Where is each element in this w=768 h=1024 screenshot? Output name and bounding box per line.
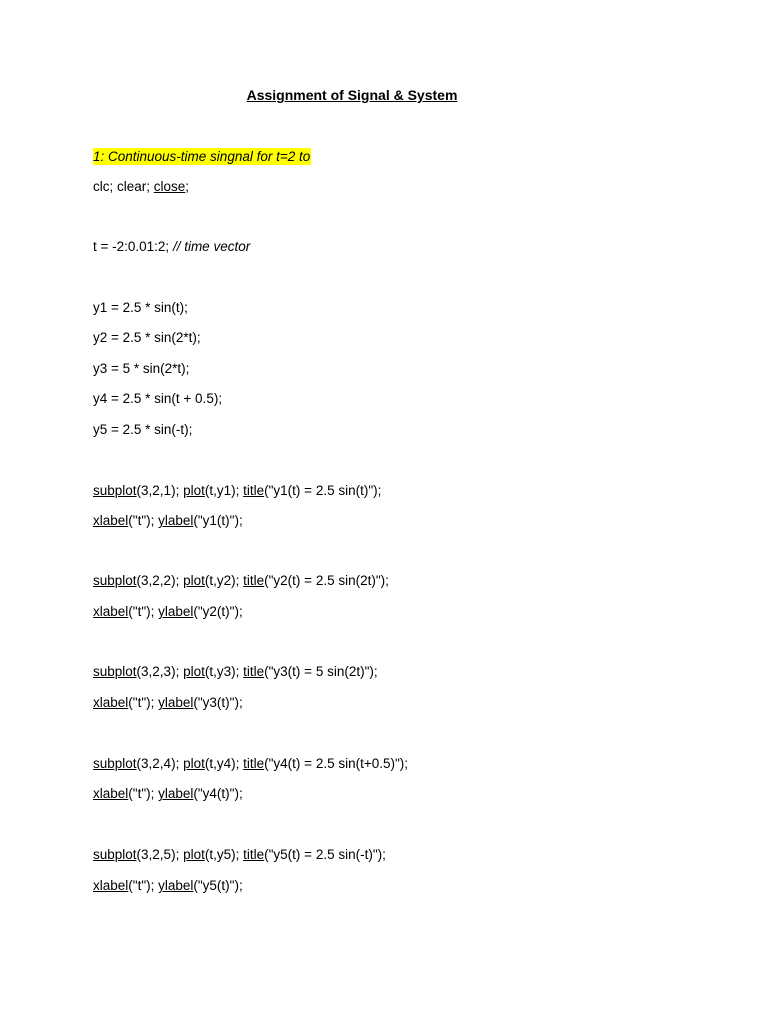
code-text: (t,y5); bbox=[204, 847, 244, 862]
code-keyword-plot: plot bbox=[183, 664, 205, 679]
code-text: ("y1(t)"); bbox=[193, 513, 243, 528]
code-text: ; bbox=[185, 179, 190, 194]
code-text: (t,y2); bbox=[204, 573, 244, 588]
code-keyword-subplot: subplot bbox=[93, 483, 137, 498]
code-line-subplot bbox=[93, 663, 378, 681]
code-text: ("t"); bbox=[128, 513, 159, 528]
code-keyword-ylabel: ylabel bbox=[158, 878, 194, 893]
code-keyword-title: title bbox=[243, 756, 265, 771]
code-line-labels bbox=[93, 785, 243, 803]
code-keyword-plot: plot bbox=[183, 483, 205, 498]
code-text: ("t"); bbox=[128, 695, 159, 710]
code-text: ("y4(t) = 2.5 sin(t+0.5)"); bbox=[264, 756, 409, 771]
code-line-subplot bbox=[93, 846, 386, 864]
code-keyword-xlabel: xlabel bbox=[93, 513, 129, 528]
code-keyword-xlabel: xlabel bbox=[93, 604, 129, 619]
code-keyword-ylabel: ylabel bbox=[158, 695, 194, 710]
code-text: ("y2(t)"); bbox=[193, 604, 243, 619]
code-text: (3,2,4); bbox=[136, 756, 184, 771]
code-keyword-title: title bbox=[243, 483, 265, 498]
code-line-time-vector bbox=[93, 238, 250, 256]
document-title: Assignment of Signal & System bbox=[246, 87, 458, 103]
code-line-signal: y5 = 2.5 * sin(-t); bbox=[93, 422, 193, 437]
code-text: (3,2,1); bbox=[136, 483, 184, 498]
code-line-subplot bbox=[93, 482, 381, 500]
code-keyword-xlabel: xlabel bbox=[93, 695, 129, 710]
code-comment: // time vector bbox=[172, 239, 251, 254]
code-keyword-title: title bbox=[243, 664, 265, 679]
code-keyword-title: title bbox=[243, 847, 265, 862]
code-text: ("y3(t) = 5 sin(2t)"); bbox=[264, 664, 378, 679]
code-text: t = -2:0.01:2; bbox=[93, 239, 173, 254]
code-text: (3,2,5); bbox=[136, 847, 184, 862]
code-text: ("y4(t)"); bbox=[193, 786, 243, 801]
code-line-labels bbox=[93, 603, 243, 621]
code-text: ("t"); bbox=[128, 786, 159, 801]
code-text: ("y2(t) = 2.5 sin(2t)"); bbox=[264, 573, 389, 588]
code-keyword-subplot: subplot bbox=[93, 573, 137, 588]
section-heading bbox=[93, 148, 311, 166]
code-keyword-subplot: subplot bbox=[93, 756, 137, 771]
code-text: ("y5(t)"); bbox=[193, 878, 243, 893]
code-keyword-xlabel: xlabel bbox=[93, 786, 129, 801]
code-text: (3,2,3); bbox=[136, 664, 184, 679]
code-keyword-plot: plot bbox=[183, 847, 205, 862]
code-text: (t,y4); bbox=[204, 756, 244, 771]
code-text: clc; clear; bbox=[93, 179, 154, 194]
code-text: (t,y3); bbox=[204, 664, 244, 679]
code-text: ("y3(t)"); bbox=[193, 695, 243, 710]
code-text: (3,2,2); bbox=[136, 573, 184, 588]
code-keyword-ylabel: ylabel bbox=[158, 604, 194, 619]
code-line-signal: y2 = 2.5 * sin(2*t); bbox=[93, 330, 201, 345]
code-text: ("y1(t) = 2.5 sin(t)"); bbox=[264, 483, 382, 498]
code-line-subplot bbox=[93, 572, 389, 590]
code-line-labels bbox=[93, 877, 243, 895]
code-keyword-plot: plot bbox=[183, 756, 205, 771]
code-line-labels bbox=[93, 694, 243, 712]
code-keyword-ylabel: ylabel bbox=[158, 786, 194, 801]
code-line-clear bbox=[93, 178, 189, 196]
code-line-signal: y3 = 5 * sin(2*t); bbox=[93, 361, 190, 376]
code-keyword-subplot: subplot bbox=[93, 847, 137, 862]
code-keyword-subplot: subplot bbox=[93, 664, 137, 679]
code-line-signal: y1 = 2.5 * sin(t); bbox=[93, 300, 188, 315]
code-text: ("t"); bbox=[128, 604, 159, 619]
code-line-signal: y4 = 2.5 * sin(t + 0.5); bbox=[93, 391, 223, 406]
code-text: ("t"); bbox=[128, 878, 159, 893]
code-keyword-close: close bbox=[153, 179, 186, 194]
code-keyword-plot: plot bbox=[183, 573, 205, 588]
section-heading-text: 1: Continuous-time singnal for t=2 to bbox=[93, 149, 311, 164]
code-text: (t,y1); bbox=[204, 483, 244, 498]
code-line-subplot bbox=[93, 755, 408, 773]
code-text: ("y5(t) = 2.5 sin(-t)"); bbox=[264, 847, 386, 862]
code-keyword-title: title bbox=[243, 573, 265, 588]
code-keyword-xlabel: xlabel bbox=[93, 878, 129, 893]
code-keyword-ylabel: ylabel bbox=[158, 513, 194, 528]
code-line-labels bbox=[93, 512, 243, 530]
